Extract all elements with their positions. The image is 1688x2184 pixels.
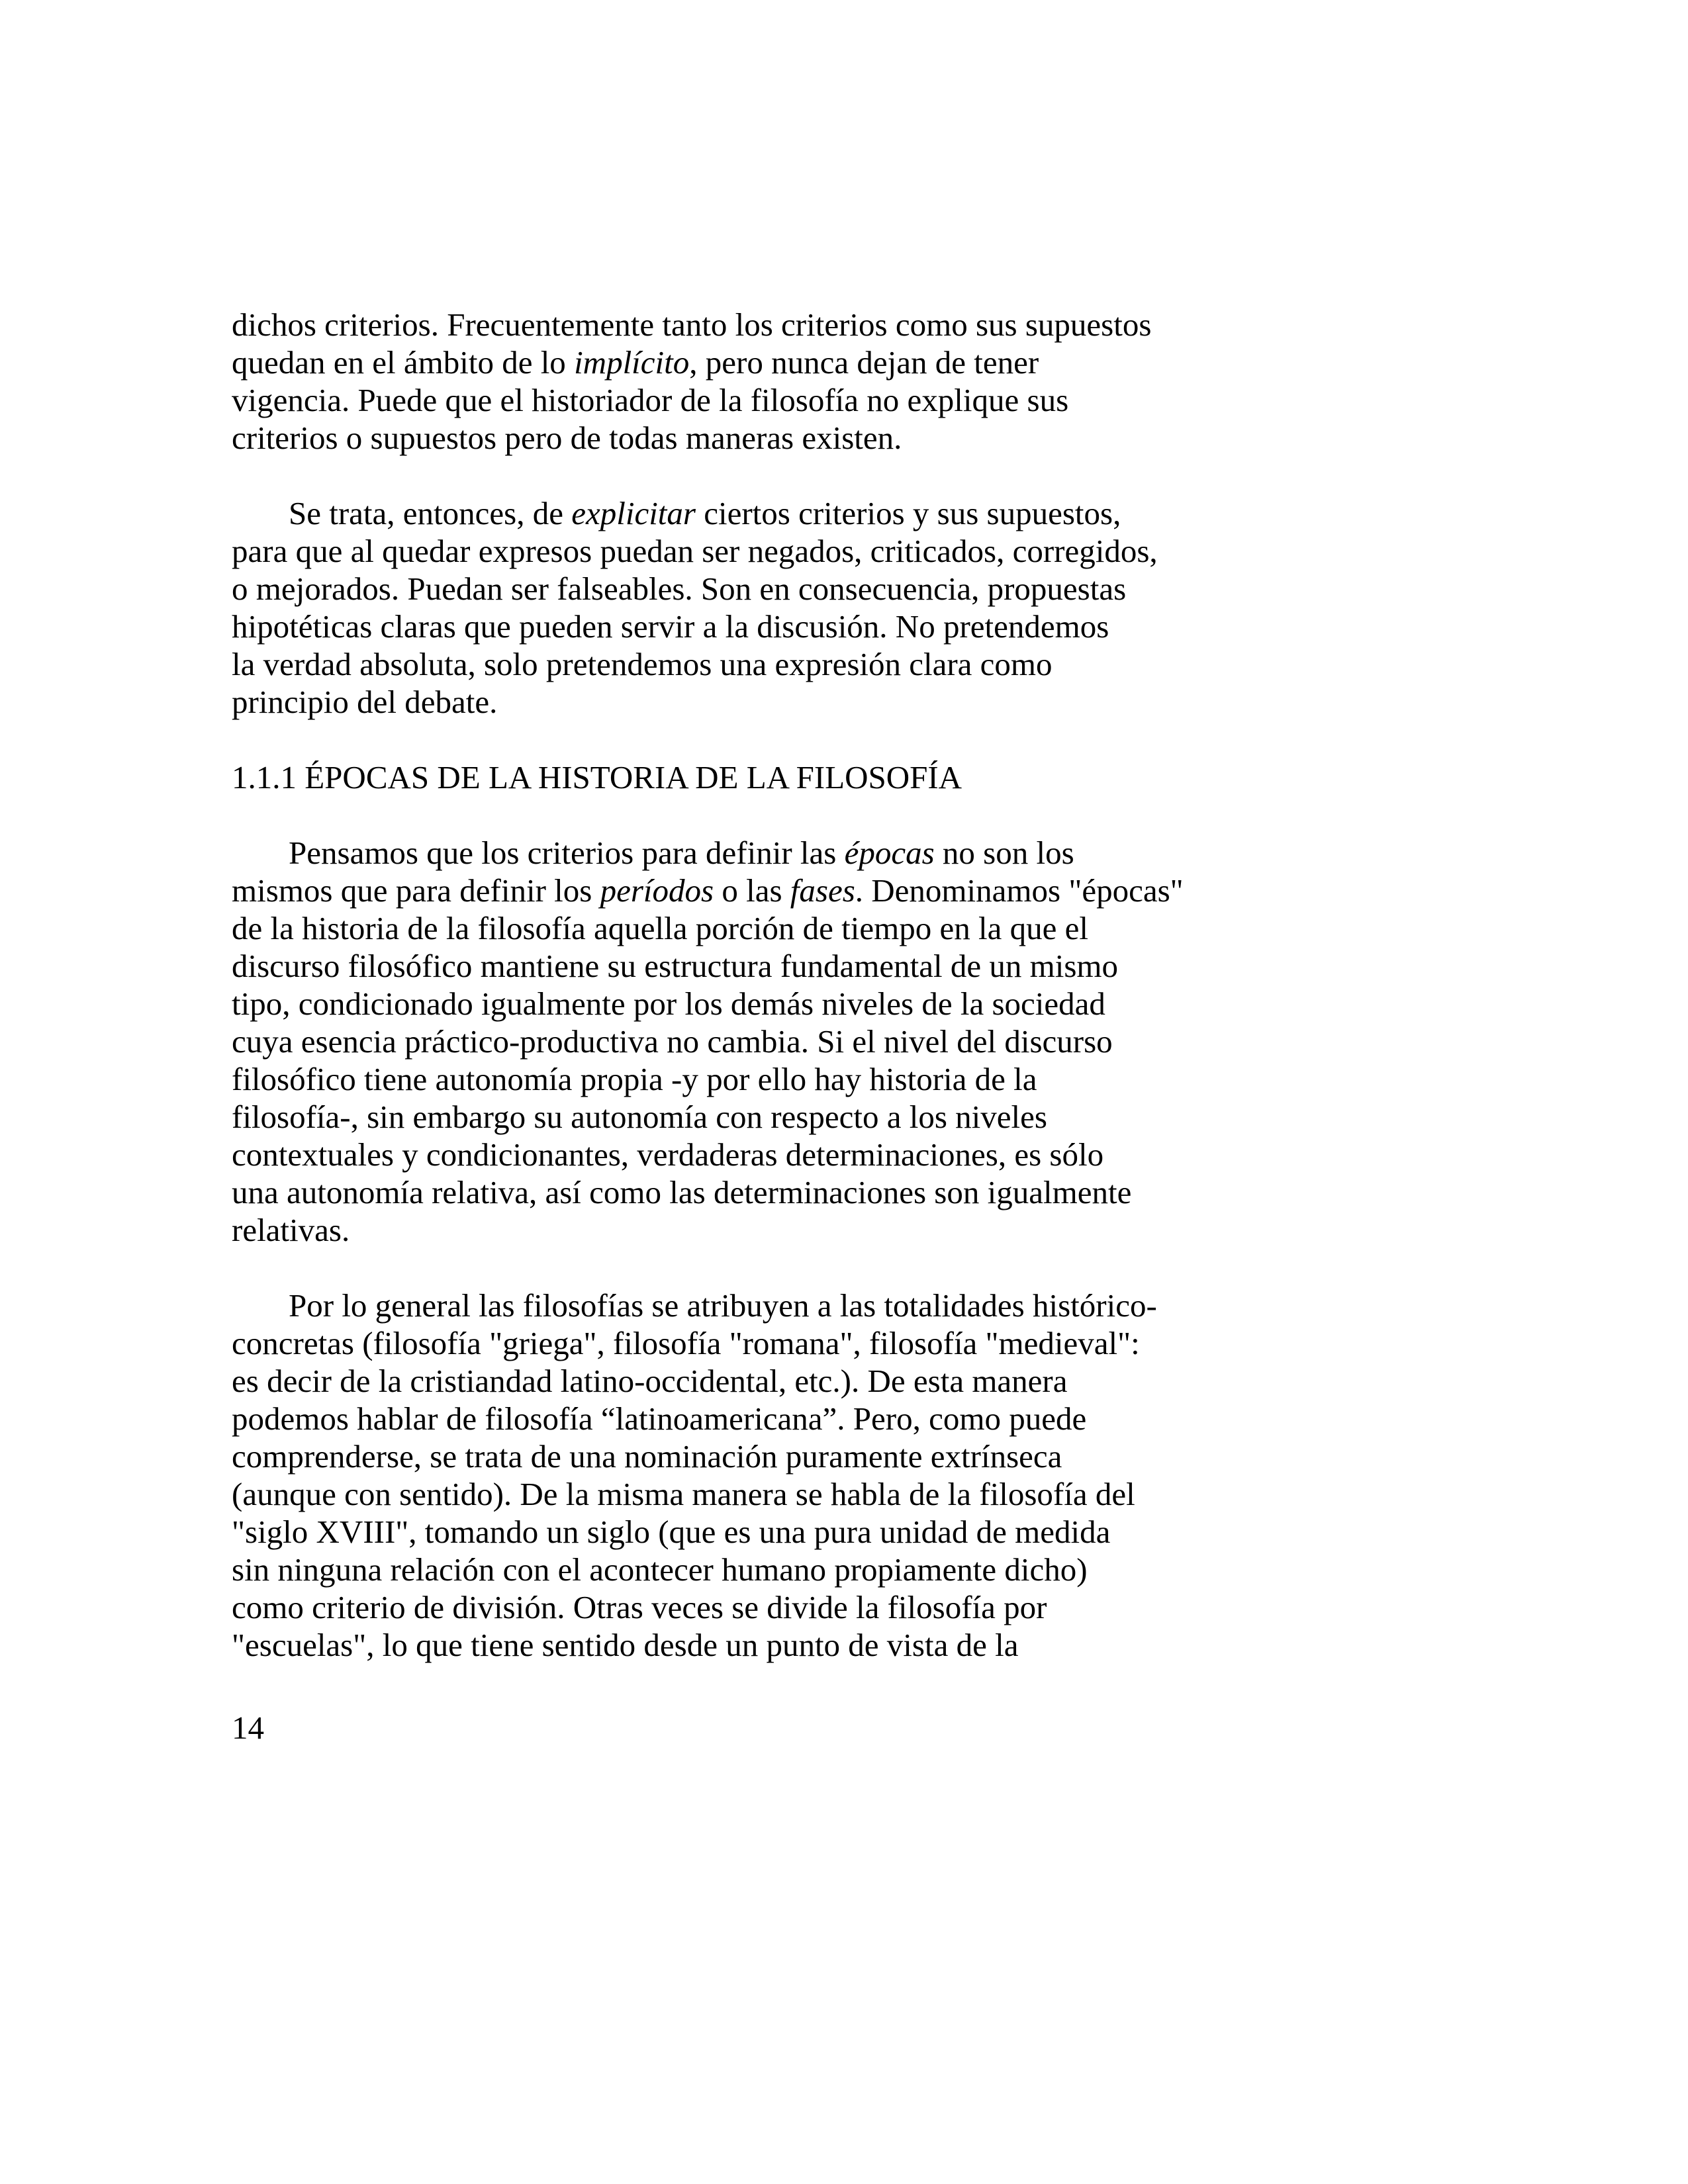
text-line	[232, 683, 1238, 721]
text-line	[232, 1060, 1238, 1098]
text-run: ciertos criterios y sus supuestos,	[696, 495, 1121, 531]
text-line	[232, 1362, 1238, 1400]
text-run: o las	[714, 872, 790, 909]
text-run: comprenderse, se trata de una nominación puramente extrínseca	[232, 1438, 1062, 1475]
text-run: para que al quedar expresos puedan ser negados, criticados, corregidos,	[232, 533, 1158, 569]
text-run: no son los	[934, 835, 1074, 871]
text-run: podemos hablar de filosofía “latinoamericana”. Pero, como puede	[232, 1400, 1087, 1437]
text-line	[232, 1324, 1238, 1362]
paragraph-gap	[232, 457, 1238, 494]
text-line	[232, 872, 1238, 909]
text-line	[232, 758, 1238, 796]
text-run: , pero nunca dejan de tener	[689, 344, 1039, 381]
text-run: Se trata, entonces, de	[289, 495, 572, 531]
paragraph-p3	[232, 834, 1238, 1249]
text-run: criterios o supuestos pero de todas maneras existen.	[232, 420, 902, 456]
text-line	[232, 985, 1238, 1023]
text-run: filosofía-, sin embargo su autonomía con respecto a los niveles	[232, 1099, 1047, 1135]
text-line	[232, 494, 1238, 532]
text-line	[232, 343, 1238, 381]
paragraph-p2	[232, 494, 1238, 721]
text-line	[232, 1098, 1238, 1136]
text-line	[232, 1211, 1238, 1249]
text-line	[232, 1513, 1238, 1551]
text-line	[232, 570, 1238, 608]
text-run: . Denominamos "épocas"	[855, 872, 1184, 909]
text-line	[232, 834, 1238, 872]
text-line	[232, 532, 1238, 570]
text-run: 1.1.1 ÉPOCAS DE LA HISTORIA DE LA FILOSOFÍA	[232, 759, 962, 796]
italic-term: épocas	[844, 835, 935, 871]
text-line	[232, 1136, 1238, 1173]
text-line	[232, 1173, 1238, 1211]
text-run: Pensamos que los criterios para definir las	[289, 835, 845, 871]
text-run: concretas (filosofía "griega", filosofía "romana", filosofía "medieval":	[232, 1325, 1140, 1361]
text-run: "siglo XVIII", tomando un siglo (que es una pura unidad de medida	[232, 1514, 1111, 1550]
text-run: hipotéticas claras que pueden servir a la discusión. No pretendemos	[232, 608, 1109, 645]
text-line	[232, 1437, 1238, 1475]
text-line	[232, 1400, 1238, 1437]
paragraph-gap	[232, 796, 1238, 834]
paragraph-p4	[232, 1287, 1238, 1664]
text-run: Por lo general las filosofías se atribuyen a las totalidades histórico-	[289, 1287, 1157, 1324]
text-line	[232, 381, 1238, 419]
page-body	[232, 306, 1238, 1664]
paragraph-gap	[232, 721, 1238, 758]
text-line	[232, 1475, 1238, 1513]
text-run: "escuelas", lo que tiene sentido desde un punto de vista de la	[232, 1627, 1019, 1663]
text-line	[232, 1551, 1238, 1588]
text-run: relativas.	[232, 1212, 350, 1248]
text-run: contextuales y condicionantes, verdaderas determinaciones, es sólo	[232, 1136, 1104, 1173]
text-line	[232, 947, 1238, 985]
text-line	[232, 1588, 1238, 1626]
text-run: filosófico tiene autonomía propia -y por ello hay historia de la	[232, 1061, 1037, 1097]
italic-term: implícito	[574, 344, 690, 381]
text-line	[232, 608, 1238, 645]
page-number: 14	[232, 1709, 264, 1746]
text-run: tipo, condicionado igualmente por los demás niveles de la sociedad	[232, 985, 1105, 1022]
text-run: (aunque con sentido). De la misma manera se habla de la filosofía del	[232, 1476, 1135, 1512]
text-run: es decir de la cristiandad latino-occidental, etc.). De esta manera	[232, 1363, 1068, 1399]
text-run: dichos criterios. Frecuentemente tanto los criterios como sus supuestos	[232, 306, 1152, 343]
text-run: una autonomía relativa, así como las determinaciones son igualmente	[232, 1174, 1132, 1210]
text-run: como criterio de división. Otras veces se divide la filosofía por	[232, 1589, 1047, 1625]
text-run: vigencia. Puede que el historiador de la filosofía no explique sus	[232, 382, 1069, 418]
text-line	[232, 1023, 1238, 1060]
paragraph-gap	[232, 1249, 1238, 1287]
italic-term: explicitar	[571, 495, 696, 531]
text-run: la verdad absoluta, solo pretendemos una expresión clara como	[232, 646, 1053, 682]
italic-term: períodos	[600, 872, 714, 909]
text-line	[232, 306, 1238, 343]
text-line	[232, 645, 1238, 683]
text-run: principio del debate.	[232, 684, 498, 720]
text-run: sin ninguna relación con el acontecer humano propiamente dicho)	[232, 1551, 1088, 1588]
text-run: o mejorados. Puedan ser falseables. Son en consecuencia, propuestas	[232, 570, 1127, 607]
text-run: discurso filosófico mantiene su estructura fundamental de un mismo	[232, 948, 1119, 984]
text-run: cuya esencia práctico-productiva no cambia. Si el nivel del discurso	[232, 1023, 1113, 1060]
text-run: quedan en el ámbito de lo	[232, 344, 575, 381]
text-line	[232, 1287, 1238, 1324]
italic-term: fases	[790, 872, 855, 909]
text-run: mismos que para definir los	[232, 872, 600, 909]
paragraph-p1	[232, 306, 1238, 457]
text-line	[232, 1626, 1238, 1664]
text-line	[232, 909, 1238, 947]
text-run: de la historia de la filosofía aquella porción de tiempo en la que el	[232, 910, 1088, 946]
text-line	[232, 419, 1238, 457]
section-heading	[232, 758, 1238, 796]
